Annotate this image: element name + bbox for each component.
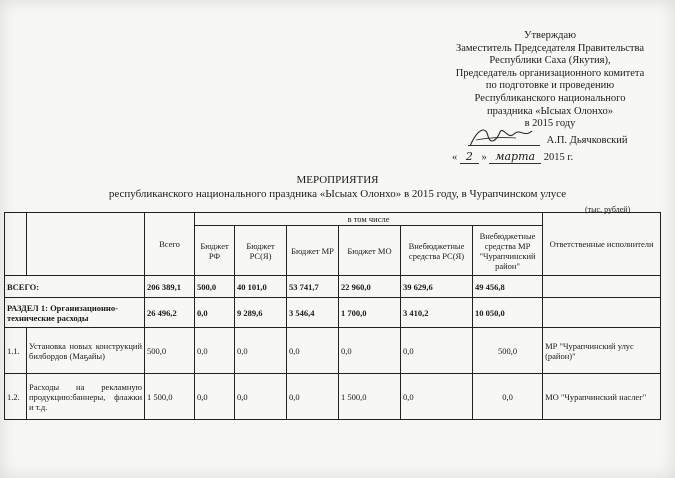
total-value: 49 456,8 <box>473 276 543 298</box>
row-value: 1 500,0 <box>339 374 401 420</box>
approval-line: Утверждаю <box>524 30 576 41</box>
section-label: РАЗДЕЛ 1: Организационно-технические расходы <box>5 298 145 328</box>
total-value: 39 629,6 <box>401 276 473 298</box>
header-budget-mr: Бюджет МР <box>287 226 339 276</box>
approval-line: праздника «Ысыах Олонхо» <box>487 105 613 117</box>
date-month: марта <box>489 150 541 164</box>
row-value: 0,0 <box>287 328 339 374</box>
signer-line <box>468 135 673 146</box>
row-value: 0,0 <box>195 374 235 420</box>
row-value: 500,0 <box>473 328 543 374</box>
approval-line: по подготовке и проведению <box>485 80 615 92</box>
section-row <box>5 298 661 328</box>
header-including: в том числе <box>195 213 543 226</box>
header-extrabudget-mr: Внебюджетные средства МР "Чурапчинский район" <box>473 226 543 276</box>
approval-line: Заместитель Председателя Правительства <box>455 42 644 54</box>
header-extrabudget-rs: Внебюджетные средства РС(Я) <box>401 226 473 276</box>
row-value: 0,0 <box>195 328 235 374</box>
document-subtitle: республиканского национального праздника «Ысыах Олонхо» в 2015 году, в Чурапчинском улусе <box>108 188 567 200</box>
section-value: 26 496,2 <box>145 298 195 328</box>
section-value: 10 050,0 <box>473 298 543 328</box>
approval-line: Республики Саха (Якутия), <box>489 55 611 67</box>
total-value: 40 101,0 <box>235 276 287 298</box>
total-label: ВСЕГО: <box>5 276 145 298</box>
section-value: 0,0 <box>195 298 235 328</box>
row-name: Расходы на рекламную продукцию:баннеры, флажки и т.д. <box>27 374 145 420</box>
total-value: 53 741,7 <box>287 276 339 298</box>
row-value: 0,0 <box>401 328 473 374</box>
row-responsible: МР "Чурапчинский улус (район)" <box>543 328 661 374</box>
approval-line: Председатель организационного комитета <box>455 67 645 79</box>
row-value: 500,0 <box>145 328 195 374</box>
document-title: МЕРОПРИЯТИЯ <box>296 174 379 186</box>
approval-date <box>452 150 672 163</box>
table-row <box>5 374 661 420</box>
row-value: 0,0 <box>235 328 287 374</box>
events-table <box>4 212 661 420</box>
approval-line: Республиканского национального <box>474 92 626 104</box>
header-row-1 <box>5 213 661 226</box>
header-budget-rf: Бюджет РФ <box>195 226 235 276</box>
header-total: Всего <box>145 213 195 276</box>
table-row <box>5 328 661 374</box>
section-value: 3 410,2 <box>401 298 473 328</box>
total-value: 22 960,0 <box>339 276 401 298</box>
section-value: 3 546,4 <box>287 298 339 328</box>
date-mid: » <box>481 152 487 163</box>
total-value: 500,0 <box>195 276 235 298</box>
row-value: 0,0 <box>339 328 401 374</box>
header-name-cell <box>27 213 145 276</box>
approval-line: в 2015 году <box>524 118 576 130</box>
total-value: 206 389,1 <box>145 276 195 298</box>
row-number: 1.1. <box>5 328 27 374</box>
row-value: 0,0 <box>473 374 543 420</box>
header-num-cell <box>5 213 27 276</box>
section-value: 9 289,6 <box>235 298 287 328</box>
total-row <box>5 276 661 298</box>
row-value: 0,0 <box>401 374 473 420</box>
date-year: 2015 г. <box>543 152 574 163</box>
header-responsible: Ответственные исполнители <box>543 213 661 276</box>
row-value: 0,0 <box>235 374 287 420</box>
signature-underline <box>468 145 540 146</box>
header-budget-rs: Бюджет РС(Я) <box>235 226 287 276</box>
section-value: 1 700,0 <box>339 298 401 328</box>
date-day: 2 <box>460 150 479 164</box>
row-value: 1 500,0 <box>145 374 195 420</box>
row-value: 0,0 <box>287 374 339 420</box>
units-note: (тыс. рублей) <box>585 205 631 214</box>
header-budget-mo: Бюджет МО <box>339 226 401 276</box>
total-responsible <box>543 276 661 298</box>
row-name: Установка новых конструкций билбордов (Маҕайы) <box>27 328 145 374</box>
date-prefix: « <box>452 152 458 163</box>
signer-name: А.П. Дьячковский <box>546 135 628 146</box>
section-responsible <box>543 298 661 328</box>
row-number: 1.2. <box>5 374 27 420</box>
row-responsible: МО "Чурапчинский наслег" <box>543 374 661 420</box>
approval-block <box>430 30 670 131</box>
